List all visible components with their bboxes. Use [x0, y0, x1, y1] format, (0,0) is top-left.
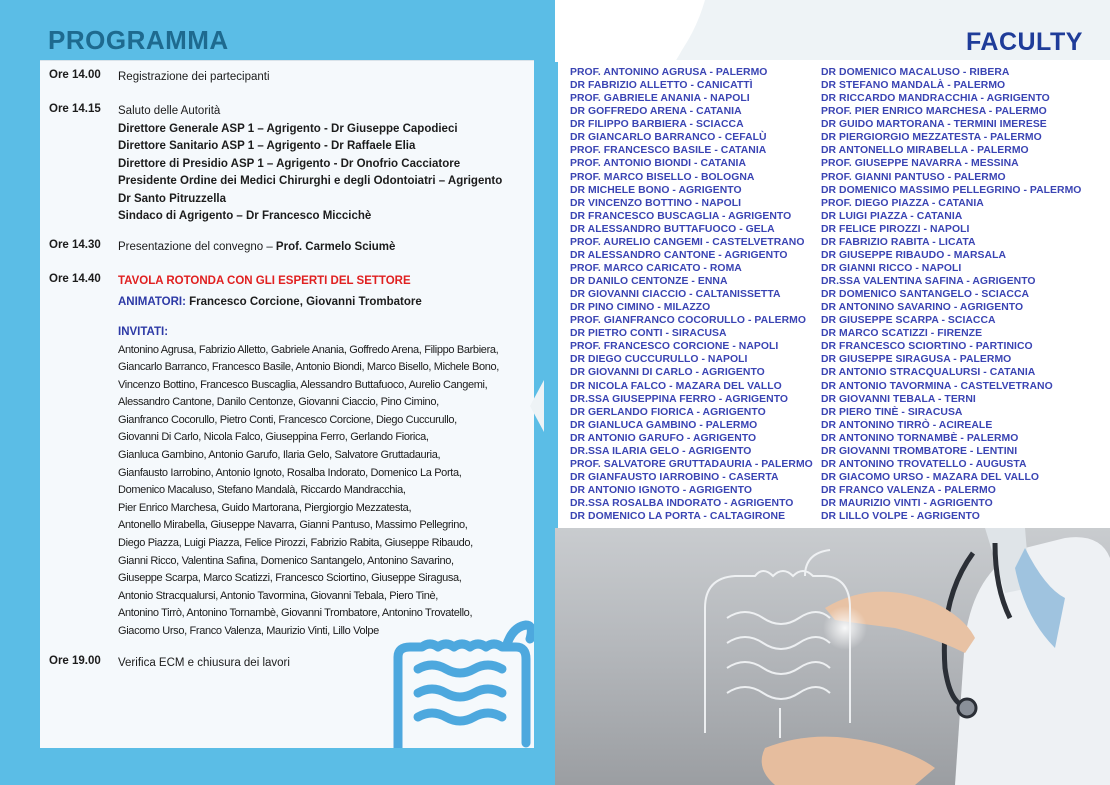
faculty-entry: PROF. ANTONIO BIONDI - CATANIA [570, 158, 747, 170]
faculty-entry: DR NICOLA FALCO - MAZARA DEL VALLO [570, 380, 782, 392]
faculty-entry: DR ANTONIO STRACQUALURSI - CATANIA [821, 367, 1036, 379]
faculty-entry: DR ANTONIO IGNOTO - AGRIGENTO [570, 485, 752, 496]
invitati-line: Domenico Macaluso, Stefano Mandalà, Riccardo Mandracchia, [118, 484, 406, 497]
invitati-line: Gianfausto Iarrobino, Antonio Ignoto, Rosalba Indorato, Domenico La Porta, [118, 466, 462, 479]
authority-line: Presidente Ordine dei Medici Chirurghi e degli Odontoiatri – Agrigento [118, 175, 503, 187]
invitati-line: Antonino Agrusa, Fabrizio Alletto, Gabriele Anania, Goffredo Arena, Filippo Barbiera, [118, 343, 499, 356]
faculty-title: FACULTY [966, 28, 1083, 56]
faculty-entry: PROF. FRANCESCO BASILE - CATANIA [570, 145, 767, 157]
round-table-title: TAVOLA ROTONDA CON GLI ESPERTI DEL SETTORE [118, 275, 411, 287]
faculty-entry: DR GIANCARLO BARRANCO - CEFALÙ [570, 132, 767, 144]
faculty-entry: DR FRANCO VALENZA - PALERMO [821, 485, 996, 496]
invitati-line: Antonino Tirrò, Antonino Tornambè, Giovanni Trombatore, Antonino Trovatello, [118, 607, 473, 620]
session-text: Verifica ECM e chiusura dei lavori [118, 657, 290, 669]
faculty-entry: DR ANTONINO TIRRÒ - ACIREALE [821, 419, 993, 431]
session-time: Ore 14.40 [49, 273, 101, 285]
authority-line: Direttore di Presidio ASP 1 – Agrigento - Dr Onofrio Cacciatore [118, 157, 461, 170]
session-time: Ore 14.00 [49, 69, 101, 81]
faculty-entry: DR.SSA VALENTINA SAFINA - AGRIGENTO [821, 276, 1036, 287]
faculty-entry: PROF. AURELIO CANGEMI - CASTELVETRANO [570, 236, 805, 248]
faculty-entry: DR FRANCESCO SCIORTINO - PARTINICO [821, 341, 1033, 353]
invitati-line: Gianni Ricco, Valentina Safina, Domenico Santangelo, Antonino Savarino, [118, 554, 454, 567]
faculty-entry: PROF. GIANNI PANTUSO - PALERMO [821, 171, 1006, 183]
faculty-entry: DR ANTONINO SAVARINO - AGRIGENTO [821, 302, 1024, 314]
faculty-entry: DR DOMENICO LA PORTA - CALTAGIRONE [570, 511, 786, 523]
programma-title: PROGRAMMA [48, 25, 229, 55]
faculty-entry: DR GIUSEPPE RIBAUDO - MARSALA [821, 249, 1007, 261]
invitati-line: Antonio Stracqualursi, Antonio Tavormina, Giovanni Tebala, Piero Tinè, [118, 589, 438, 602]
animatori-names: Francesco Corcione, Giovanni Trombatore [185, 295, 422, 308]
session-text: Presentazione del convegno – [118, 241, 276, 253]
session-time: Ore 14.15 [49, 103, 101, 115]
faculty-entry: DR FELICE PIROZZI - NAPOLI [821, 223, 970, 235]
faculty-entry: DR VINCENZO BOTTINO - NAPOLI [570, 197, 742, 209]
authority-line: Sindaco di Agrigento – Dr Francesco Miccichè [118, 210, 372, 222]
intestine-outline-icon [388, 617, 534, 748]
faculty-entry: PROF. DIEGO PIAZZA - CATANIA [821, 197, 984, 209]
faculty-entry: DR PIERO TINÈ - SIRACUSA [821, 406, 963, 418]
invitati-line: Pier Enrico Marchesa, Guido Martorana, Piergiorgio Mezzatesta, [118, 501, 412, 514]
faculty-entry: DR ANTONIO GARUFO - AGRIGENTO [570, 432, 757, 444]
invitati-label: INVITATI: [118, 326, 169, 338]
faculty-entry: DR PIERGIORGIO MEZZATESTA - PALERMO [821, 132, 1042, 144]
faculty-entry: DR FABRIZIO ALLETTO - CANICATTÌ [570, 80, 753, 92]
invitati-line: Antonello Mirabella, Giuseppe Navarra, Gianni Pantuso, Massimo Pellegrino, [118, 519, 468, 532]
faculty-entry: DR MAURIZIO VINTI - AGRIGENTO [821, 498, 993, 510]
faculty-entry: DR LILLO VOLPE - AGRIGENTO [821, 511, 980, 523]
faculty-entry: DR PINO CIMINO - MILAZZO [570, 302, 711, 314]
faculty-entry: DR DANILO CENTONZE - ENNA [570, 276, 728, 287]
faculty-entry: DR ANTONINO TORNAMBÈ - PALERMO [821, 432, 1019, 444]
faculty-entry: DR GIOVANNI TROMBATORE - LENTINI [821, 445, 1018, 457]
faculty-entry: DR FRANCESCO BUSCAGLIA - AGRIGENTO [570, 210, 792, 222]
doctor-photo [555, 528, 1110, 785]
authority-line: Dr Santo Pitruzzella [118, 192, 226, 205]
faculty-entry: PROF. ANTONINO AGRUSA - PALERMO [570, 67, 768, 78]
faculty-entry: PROF. GIANFRANCO COCORULLO - PALERMO [570, 315, 806, 327]
faculty-entry: DR GIOVANNI DI CARLO - AGRIGENTO [570, 367, 765, 379]
invitati-line: Alessandro Cantone, Danilo Centonze, Giovanni Ciaccio, Pino Cimino, [118, 396, 439, 409]
faculty-entry: PROF. MARCO CARICATO - ROMA [570, 262, 742, 274]
faculty-entry: DR GIUSEPPE SIRAGUSA - PALERMO [821, 354, 1012, 366]
faculty-entry: DR GIANFAUSTO IARROBINO - CASERTA [570, 471, 779, 483]
intestine-sketch-icon [685, 548, 865, 738]
faculty-entry: DR RICCARDO MANDRACCHIA - AGRIGENTO [821, 93, 1050, 105]
faculty-entry: DR ANTONIO TAVORMINA - CASTELVETRANO [821, 380, 1053, 392]
session-text: Registrazione dei partecipanti [118, 71, 270, 83]
authority-line: Direttore Generale ASP 1 – Agrigento - Dr Giuseppe Capodieci [118, 122, 458, 135]
faculty-entry: DR STEFANO MANDALÀ - PALERMO [821, 80, 1006, 92]
faculty-entry: PROF. GABRIELE ANANIA - NAPOLI [570, 93, 750, 105]
invitati-line: Gianfranco Cocorullo, Pietro Conti, Francesco Corcione, Diego Cuccurullo, [118, 413, 457, 426]
faculty-entry: DR ALESSANDRO BUTTAFUOCO - GELA [570, 223, 775, 235]
faculty-entry: DR GIOVANNI CIACCIO - CALTANISSETTA [570, 289, 781, 301]
faculty-entry: DR GUIDO MARTORANA - TERMINI IMERESE [821, 119, 1047, 131]
invitati-line: Vincenzo Bottino, Francesco Buscaglia, Alessandro Buttafuoco, Aurelio Cangemi, [118, 378, 488, 391]
faculty-entry: DR DOMENICO MASSIMO PELLEGRINO - PALERMO [821, 184, 1082, 196]
faculty-entry: DR MICHELE BONO - AGRIGENTO [570, 184, 742, 196]
faculty-entry: PROF. MARCO BISELLO - BOLOGNA [570, 171, 755, 183]
invitati-line: Gianluca Gambino, Antonio Garufo, Ilaria Gelo, Salvatore Gruttadauria, [118, 449, 441, 462]
faculty-entry: DR DOMENICO SANTANGELO - SCIACCA [821, 289, 1030, 301]
faculty-entry: DR DOMENICO MACALUSO - RIBERA [821, 67, 1010, 78]
faculty-entry: DR ALESSANDRO CANTONE - AGRIGENTO [570, 249, 788, 261]
faculty-entry: DR GOFFREDO ARENA - CATANIA [570, 106, 742, 118]
session-time: Ore 14.30 [49, 239, 101, 251]
faculty-entry: DR FABRIZIO RABITA - LICATA [821, 236, 976, 248]
faculty-entry: DR GIUSEPPE SCARPA - SCIACCA [821, 315, 996, 327]
invitati-list [118, 342, 528, 641]
session-time: Ore 19.00 [49, 655, 101, 667]
faculty-entry: DR DIEGO CUCCURULLO - NAPOLI [570, 354, 748, 366]
faculty-entry: DR.SSA ILARIA GELO - AGRIGENTO [570, 445, 752, 457]
faculty-entry: DR GIANLUCA GAMBINO - PALERMO [570, 419, 758, 431]
faculty-entry: DR ANTONELLO MIRABELLA - PALERMO [821, 145, 1029, 157]
invitati-line: Giovanni Di Carlo, Nicola Falco, Giuseppina Ferro, Gerlando Fiorica, [118, 431, 429, 444]
faculty-entry: DR.SSA ROSALBA INDORATO - AGRIGENTO [570, 498, 794, 510]
faculty-entry: DR GIOVANNI TEBALA - TERNI [821, 393, 976, 405]
panel-arrow-notch [530, 380, 544, 432]
programma-panel [40, 60, 534, 748]
faculty-entry: DR LUIGI PIAZZA - CATANIA [821, 210, 963, 222]
invitati-line: Giuseppe Scarpa, Marco Scatizzi, Francesco Sciortino, Giuseppe Siragusa, [118, 572, 462, 585]
faculty-entry: PROF. FRANCESCO CORCIONE - NAPOLI [570, 341, 779, 353]
faculty-entry: PROF. SALVATORE GRUTTADAURIA - PALERMO [570, 458, 813, 470]
faculty-entry: DR GIANNI RICCO - NAPOLI [821, 262, 962, 274]
authority-line: Direttore Sanitario ASP 1 – Agrigento - Dr Raffaele Elia [118, 140, 416, 152]
faculty-entry: PROF. GIUSEPPE NAVARRA - MESSINA [821, 158, 1019, 170]
faculty-entry: DR.SSA GIUSEPPINA FERRO - AGRIGENTO [570, 393, 789, 405]
faculty-entry: DR PIETRO CONTI - SIRACUSA [570, 328, 727, 340]
invitati-line: Giancarlo Barranco, Francesco Basile, Antonio Biondi, Marco Bisello, Michele Bono, [118, 361, 499, 374]
faculty-entry: DR GERLANDO FIORICA - AGRIGENTO [570, 406, 766, 418]
animatori-label: ANIMATORI: [118, 295, 186, 308]
faculty-column-2 [821, 66, 1081, 523]
faculty-entry: DR FILIPPO BARBIERA - SCIACCA [570, 119, 744, 131]
faculty-entry: DR GIACOMO URSO - MAZARA DEL VALLO [821, 471, 1039, 483]
faculty-panel [558, 60, 1110, 528]
faculty-entry: DR ANTONINO TROVATELLO - AUGUSTA [821, 458, 1027, 470]
session-speaker: Prof. Carmelo Sciumè [275, 241, 396, 253]
faculty-column-1 [570, 66, 813, 523]
faculty-entry: DR MARCO SCATIZZI - FIRENZE [821, 328, 983, 340]
faculty-entry: PROF. PIER ENRICO MARCHESA - PALERMO [821, 106, 1047, 118]
invitati-line: Diego Piazza, Luigi Piazza, Felice Pirozzi, Fabrizio Rabita, Giuseppe Ribaudo, [118, 537, 473, 550]
invitati-line: Giacomo Urso, Franco Valenza, Maurizio Vinti, Lillo Volpe [118, 625, 379, 637]
session-title: Saluto delle Autorità [118, 105, 221, 117]
